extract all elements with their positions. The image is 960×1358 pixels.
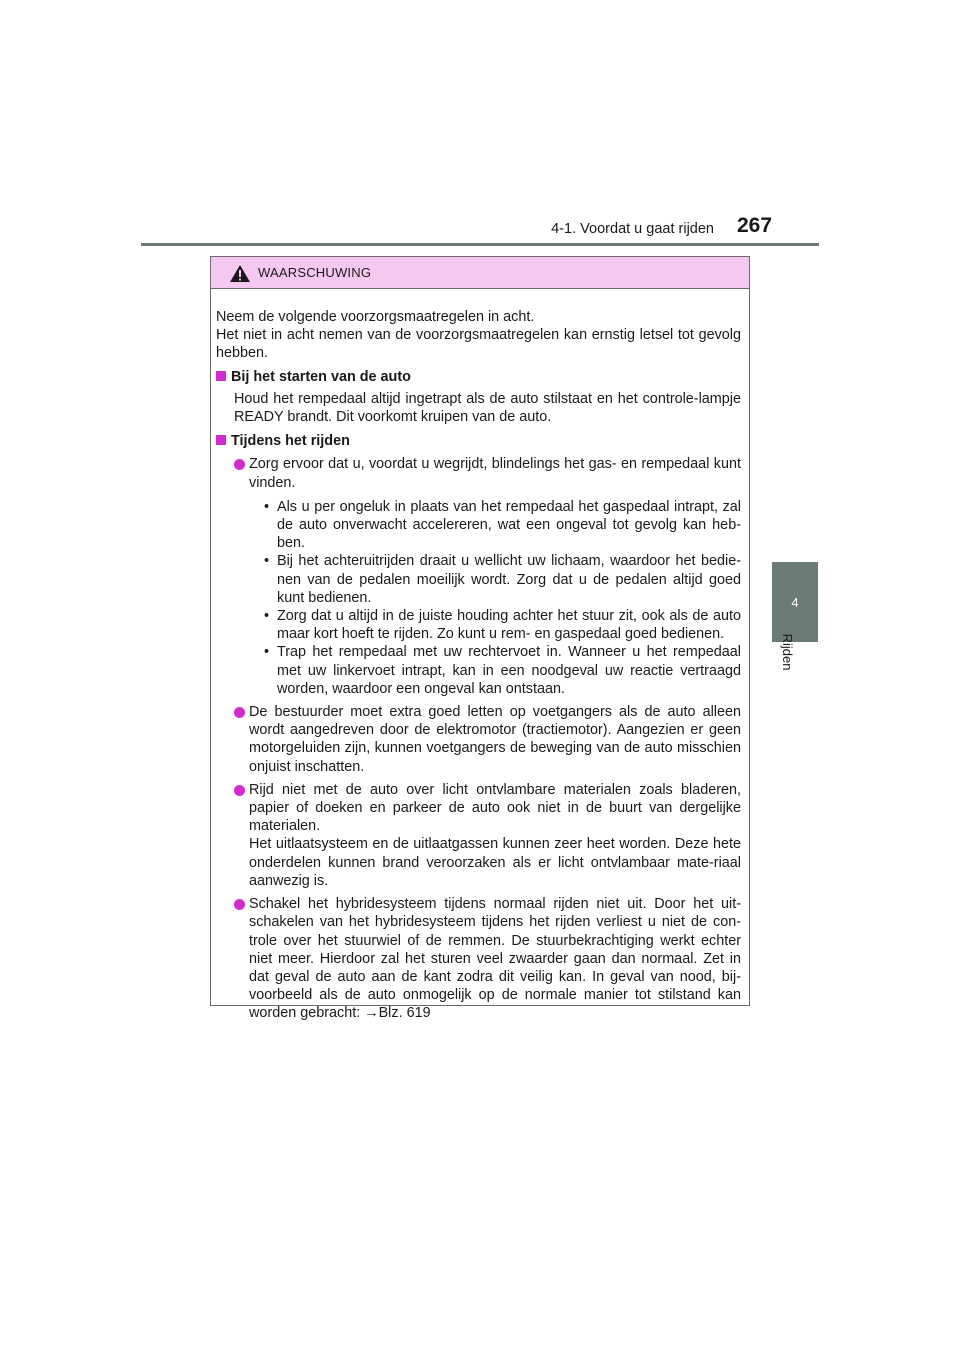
warning-header <box>211 257 749 289</box>
list-item-text: Het uitlaatsysteem en de uitlaatgassen kunnen zeer heet worden. Deze hete onderdelen kunnen brand veroorzaken als er licht ontvlambaar mate-riaal aanwezig is. <box>249 836 741 889</box>
square-bullet-icon <box>216 435 226 445</box>
sub-list-text: Trap het rempedaal met uw rechtervoet in. Wanneer u het rempedaal met uw linkervoet intrapt, kan in een noodgeval uw reactie vertraagd worden, waardoor een ongeval kan ontstaan. <box>277 644 741 697</box>
list-item <box>234 703 741 776</box>
section-text: Houd het rempedaal altijd ingetrapt als de auto stilstaat en het controle-lampje READY brandt. Dit voorkomt kruipen van de auto. <box>234 390 741 426</box>
circle-bullet-icon <box>234 707 245 718</box>
warning-triangle-icon <box>229 264 251 283</box>
list-item <box>234 455 741 698</box>
circle-bullet-icon <box>234 899 245 910</box>
sub-list-text: Bij het achteruitrijden draait u wellicht uw lichaam, waardoor het bedie-nen van de pedalen moeilijk wordt. Zorg dat u de pedalen altijd goed kunt bedienen. <box>277 553 741 606</box>
warning-box <box>210 256 750 1022</box>
circle-bullet-icon <box>234 785 245 796</box>
sub-list-text: Als u per ongeluk in plaats van het rempedaal het gaspedaal intrapt, zal de auto onverwacht accelereren, wat een ongeval tot gevolg kan heb-ben. <box>277 498 741 552</box>
list-item <box>234 895 741 1022</box>
list-item-text: Zorg ervoor dat u, voordat u wegrijdt, blindelings het gas- en rempedaal kunt vinden. <box>249 456 741 491</box>
header-rule <box>141 243 819 246</box>
warning-title: WAARSCHUWING <box>258 265 372 280</box>
sub-list-marker: • <box>264 553 270 570</box>
square-bullet-icon <box>216 371 226 381</box>
warning-intro-1: Neem de volgende voorzorgsmaatregelen in acht. <box>216 309 535 325</box>
chapter-tab[interactable] <box>772 562 818 642</box>
warning-body <box>211 289 749 1023</box>
page-number: 267 <box>737 214 773 237</box>
list-item-text: Rijd niet met de auto over licht ontvlambare materialen zoals bladeren, papier of doeken en parkeer de auto ook niet in de buurt van dergelijke materialen. <box>249 781 741 835</box>
chapter-label: Rijden <box>780 633 795 671</box>
section-title: 4-1. Voordat u gaat rijden <box>551 221 714 237</box>
sub-list-item <box>264 607 741 643</box>
sub-list-marker: • <box>264 644 270 661</box>
circle-bullet-icon <box>234 459 245 470</box>
list-item-text: Schakel het hybridesysteem tijdens normaal rijden niet uit. Door het uit-schakelen van het hybridesysteem tijdens het rijden verliest u niet de con-trole over het stuurwiel of de remmen. De stuurbekrachtiging werkt echter niet meer. Hierdoor zal het sturen veel zwaarder gaan dan normaal. Zet in dat geval de auto aan de kant zodra dit veilig kan. In geval van nood, bij-voorbeeld als de auto onmogelijk op de normale manier tot stilstand kan worden gebracht: →Blz. 619 <box>249 896 741 1022</box>
warning-intro-2: Het niet in acht nemen van de voorzorgsmaatregelen kan ernstig letsel tot gevolg hebben. <box>216 327 741 362</box>
list-item <box>234 781 741 890</box>
section-starting <box>216 368 741 427</box>
list-item-text: De bestuurder moet extra goed letten op voetgangers als de auto alleen wordt aangedreven door de elektromotor (tractiemotor). Aangezien er geen motorgeluiden zijn, kunnen voetgangers de beweging van de auto misschien onjuist inschatten. <box>249 704 741 775</box>
sub-list-text: Zorg dat u altijd in de juiste houding achter het stuur zit, ook als de auto maar kort hoeft te rijden. Zo kunt u rem- en gaspedaal goed bedienen. <box>277 608 741 643</box>
sub-list-item <box>264 552 741 607</box>
section-driving <box>216 432 741 1022</box>
sub-list-marker: • <box>264 498 270 515</box>
sub-list-marker: • <box>264 608 270 625</box>
section-heading <box>216 432 741 450</box>
section-heading-text: Bij het starten van de auto <box>231 368 411 385</box>
sub-list-item <box>264 643 741 698</box>
section-heading-text: Tijdens het rijden <box>231 433 350 450</box>
section-heading <box>216 368 741 386</box>
sub-list-item <box>264 498 741 553</box>
sub-list <box>264 498 741 698</box>
chapter-number: 4 <box>791 594 799 610</box>
